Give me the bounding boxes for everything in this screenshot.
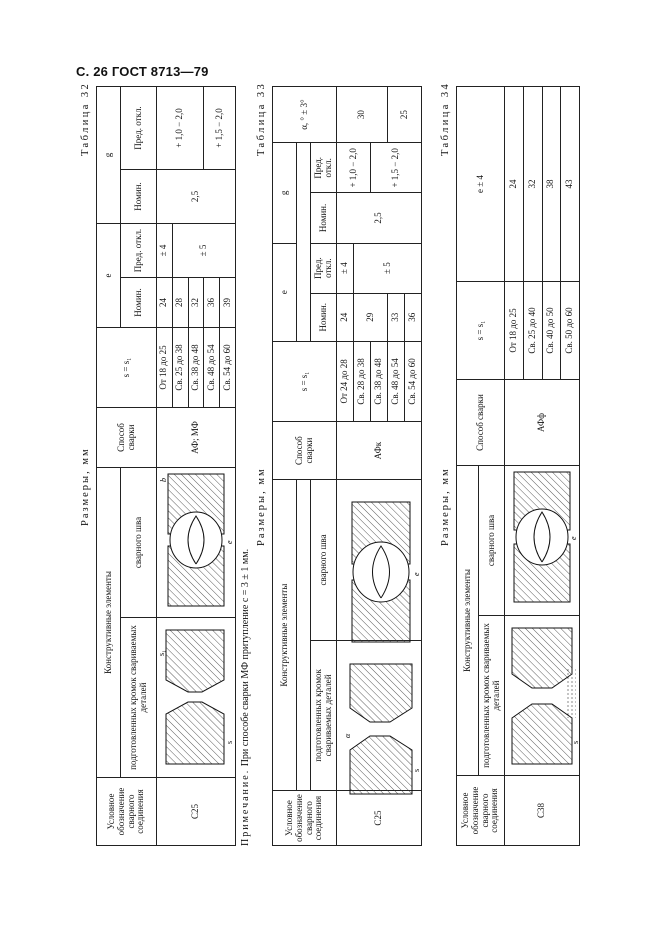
t32-col-method: Способ сварки xyxy=(97,408,157,468)
table-33-label: Таблица 33 xyxy=(256,81,267,156)
t33-designation: С25 xyxy=(337,791,422,846)
t33-col-elements: Конструктивные элементы xyxy=(273,480,297,791)
t34-method: АФф xyxy=(505,380,580,466)
t34-e-3: 43 xyxy=(561,87,580,282)
t34-designation: С38 xyxy=(505,776,580,846)
t33-col-method: Способ сварки xyxy=(273,422,337,480)
t33-col-alpha: α, ° ± 3° xyxy=(273,87,337,143)
t33-col-designation: Условное обозначение сварного соединения xyxy=(273,791,337,846)
t33-col-weld: сварного шва xyxy=(311,480,337,640)
t34-edges-drawing xyxy=(506,620,578,772)
table-row: От 24 до 28 xyxy=(337,341,354,421)
note-text: При способе сварки МФ притупление c = 3 ± 1 мм. xyxy=(240,548,251,767)
table-34-label: Таблица 34 xyxy=(440,81,451,156)
table-row: Св. 48 до 54 xyxy=(204,328,220,408)
t33-col-s: s = s₁ xyxy=(273,341,337,421)
t32-col-designation: Условное обозначение сварного соединения xyxy=(97,778,157,846)
t32-e-nom-0: 24 xyxy=(157,278,173,328)
t32-col-e-nom: Номин. xyxy=(121,278,157,328)
t34-col-weld: сварного шва xyxy=(479,466,505,616)
table-row: Св. 38 до 48 xyxy=(188,328,204,408)
label-b: b xyxy=(159,478,168,482)
t32-g-dev-1: + 1,5 − 2,0 xyxy=(204,87,236,170)
t33-g-dev-1: + 1,5 − 2,0 xyxy=(371,143,422,193)
t33-e-nom-1: 29 xyxy=(354,293,388,341)
table-row: От 18 до 25 xyxy=(505,282,524,380)
table-row: Св. 28 до 38 xyxy=(354,341,371,421)
label-alpha: α xyxy=(343,733,352,738)
t32-designation: С25 xyxy=(157,778,236,846)
label-s1: s₁ xyxy=(157,650,166,656)
t32-g-nom: 2,5 xyxy=(157,170,236,224)
t33-method: АФк xyxy=(337,422,422,480)
table-row: Св. 25 до 40 xyxy=(523,282,542,380)
table-32-title: Размеры, мм xyxy=(80,447,91,526)
label-e: e xyxy=(569,536,578,540)
t32-col-weld: сварного шва xyxy=(121,468,157,618)
t32-col-g-nom: Номин. xyxy=(121,170,157,224)
t33-col-e: e xyxy=(273,243,297,341)
t34-col-e: e ± 4 xyxy=(457,87,505,282)
page-header: С. 26 ГОСТ 8713—79 xyxy=(76,64,209,79)
t32-col-e-dev: Пред. откл. xyxy=(121,224,157,278)
t34-e-0: 24 xyxy=(505,87,524,282)
t33-col-g-dev: Пред. откл. xyxy=(311,143,337,193)
t33-e-dev-1: ± 5 xyxy=(354,243,422,293)
t32-col-g: g xyxy=(97,87,121,224)
t32-e-dev-0: ± 4 xyxy=(157,224,173,278)
t32-e-nom-1: 28 xyxy=(172,278,188,328)
t33-e-dev-0: ± 4 xyxy=(337,243,354,293)
label-e: e xyxy=(412,572,421,576)
t33-g-dev-0: + 1,0 − 2,0 xyxy=(337,143,371,193)
table-row: Св. 25 до 38 xyxy=(172,328,188,408)
t33-col-edges: подготовленных кромок свариваемых деталей xyxy=(311,640,337,790)
t32-col-e: e xyxy=(97,224,121,328)
t34-col-method: Способ сварки xyxy=(457,380,505,466)
t32-col-s: s = s₁ xyxy=(97,328,157,408)
label-e: e xyxy=(225,540,234,544)
t32-method: АФ; МФ xyxy=(157,408,236,468)
label-s: s xyxy=(225,740,234,744)
t33-e-nom-0: 24 xyxy=(337,293,354,341)
t34-col-designation: Условное обозначение сварного соединения xyxy=(457,776,505,846)
t34-col-s: s = s₁ xyxy=(457,282,505,380)
table-34-title: Размеры, мм xyxy=(440,467,451,546)
table-32-label: Таблица 32 xyxy=(80,81,91,156)
t32-e-nom-3: 36 xyxy=(204,278,220,328)
table-33-title: Размеры, мм xyxy=(256,467,267,546)
t32-col-g-dev: Пред. откл. xyxy=(121,87,157,170)
table-row: Св. 54 до 60 xyxy=(220,328,236,408)
t33-e-nom-3: 36 xyxy=(405,293,422,341)
t33-col-g-nom: Номин. xyxy=(311,193,337,243)
t34-e-1: 32 xyxy=(523,87,542,282)
label-s: s xyxy=(412,768,421,772)
table-row: Св. 54 до 60 xyxy=(405,341,422,421)
t34-col-elements: Конструктивные элементы xyxy=(457,466,479,776)
table-row: Св. 40 до 50 xyxy=(542,282,561,380)
t32-e-dev-1: ± 5 xyxy=(172,224,235,278)
t32-weld-drawing xyxy=(158,466,234,614)
t32-edges-drawing xyxy=(158,620,234,774)
t33-col-g: g xyxy=(273,143,297,243)
t32-col-elements: Конструктивные элементы xyxy=(97,468,121,778)
t32-e-nom-2: 32 xyxy=(188,278,204,328)
t33-alpha-0: 30 xyxy=(337,87,388,143)
table-row: Св. 38 до 48 xyxy=(371,341,388,421)
t33-edges-drawing xyxy=(342,656,420,802)
note-word: Примечание. xyxy=(240,768,251,846)
t34-e-2: 38 xyxy=(542,87,561,282)
t33-g-nom: 2,5 xyxy=(337,193,422,243)
t32-e-nom-4: 39 xyxy=(220,278,236,328)
t33-col-e-dev: Пред. откл. xyxy=(311,243,337,293)
t33-e-nom-2: 33 xyxy=(388,293,405,341)
t33-col-e-nom: Номин. xyxy=(311,293,337,341)
t32-g-dev-0: + 1,0 − 2,0 xyxy=(157,87,204,170)
t32-col-edges: подготовленных кромок свариваемых деталей xyxy=(121,618,157,778)
label-s: s xyxy=(571,740,580,744)
rotated-content xyxy=(80,81,580,846)
table-row: От 18 до 25 xyxy=(157,328,173,408)
t34-weld-drawing xyxy=(506,464,578,610)
t33-alpha-1: 25 xyxy=(388,87,422,143)
t33-weld-drawing xyxy=(342,494,420,650)
t32-note xyxy=(240,549,251,846)
table-row: Св. 50 до 60 xyxy=(561,282,580,380)
table-row: Св. 48 до 54 xyxy=(388,341,405,421)
t34-col-edges: подготовленных кромок свариваемых деталей xyxy=(479,616,505,776)
